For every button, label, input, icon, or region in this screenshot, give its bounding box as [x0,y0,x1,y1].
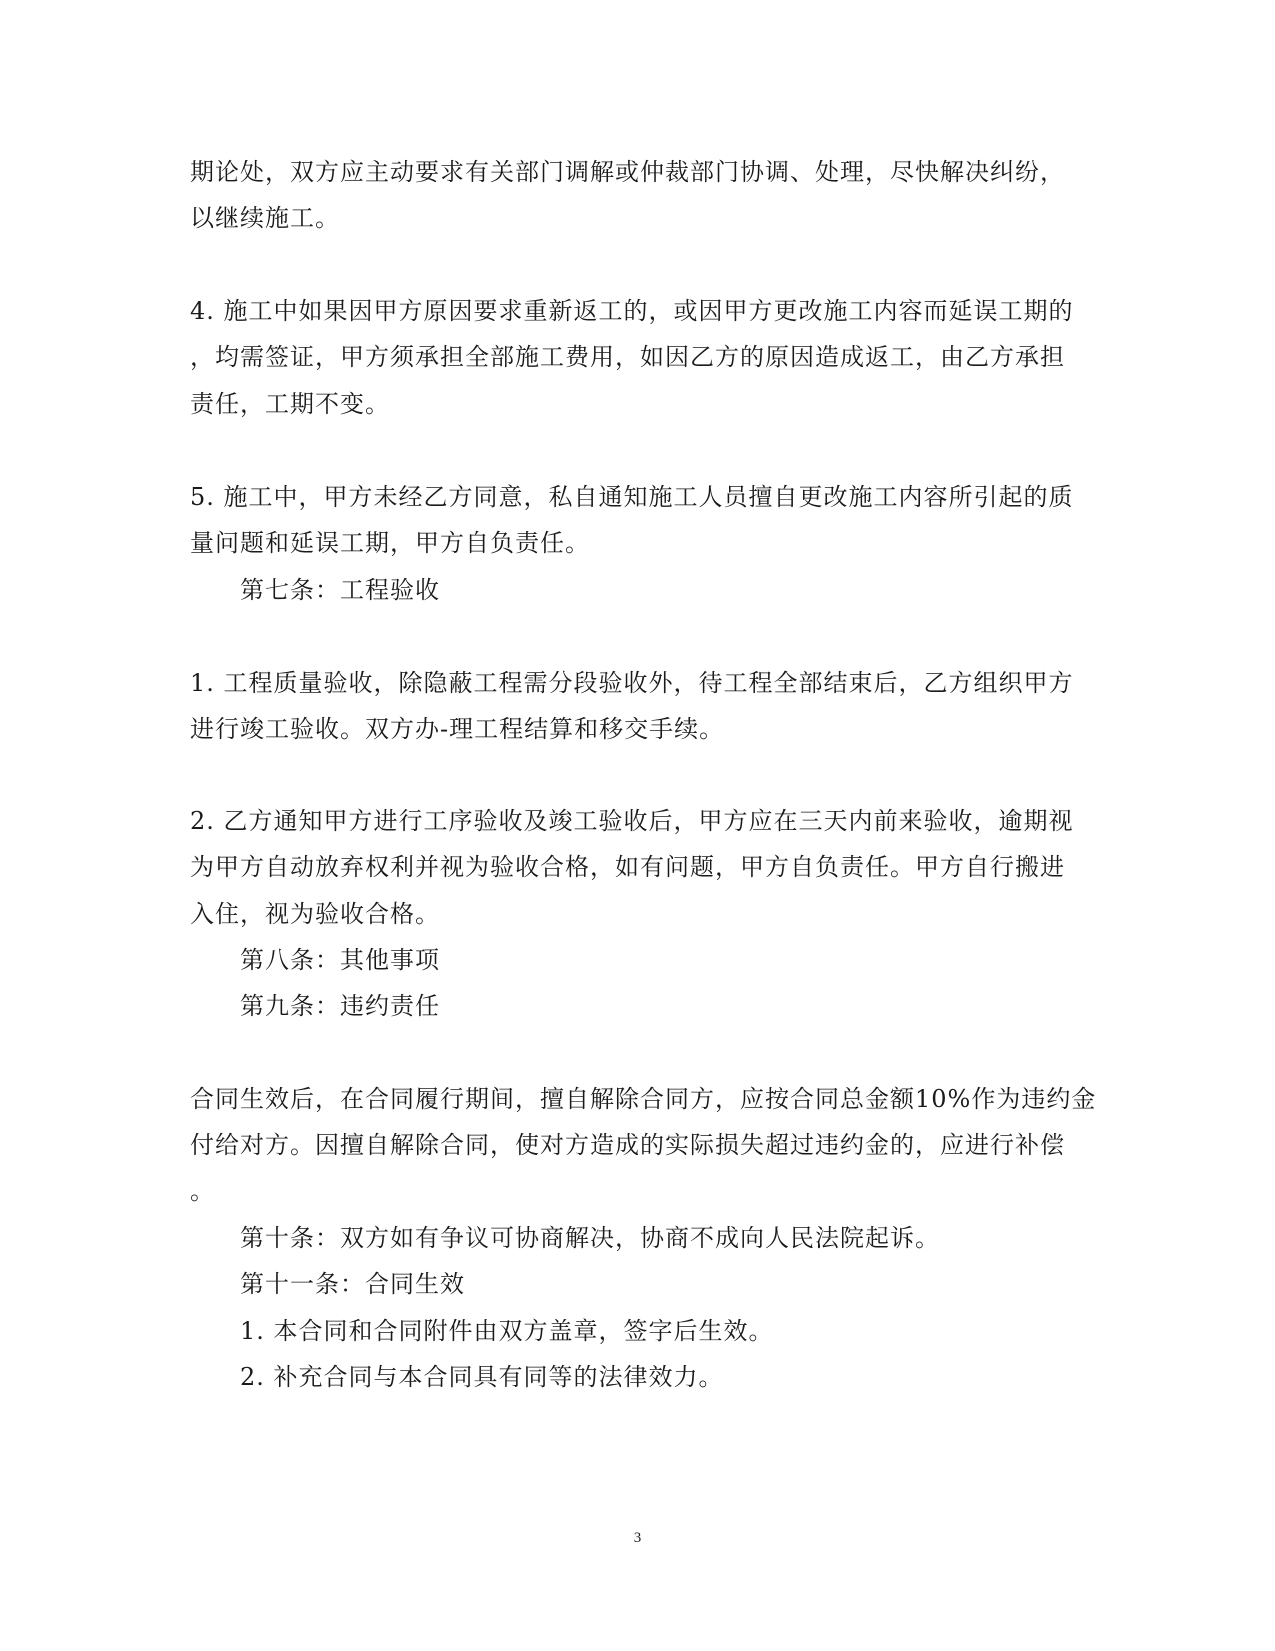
paragraph-line: 。 [190,1177,215,1205]
section-heading: 第七条：工程验收 [240,576,440,604]
paragraph-line: ，均需签证，甲方须承担全部施工费用，如因乙方的原因造成返工，由乙方承担 [190,343,1065,371]
page-number: 3 [633,1530,642,1546]
section-heading: 第九条：违约责任 [240,992,440,1020]
paragraph-line: 入住，视为验收合格。 [190,900,440,928]
paragraph-line: 2. 乙方通知甲方进行工序验收及竣工验收后，甲方应在三天内前来验收，逾期视 [190,807,1074,835]
paragraph-line: 以继续施工。 [190,204,340,232]
paragraph-line: 5. 施工中，甲方未经乙方同意，私自通知施工人员擅自更改施工内容所引起的质 [190,483,1074,511]
paragraph-line: 合同生效后，在合同履行期间，擅自解除合同方，应按合同总金额10%作为违约金 [190,1085,1097,1113]
section-heading: 第十条：双方如有争议可协商解决，协商不成向人民法院起诉。 [240,1224,940,1252]
section-heading: 第十一条：合同生效 [240,1270,465,1298]
paragraph-line: 付给对方。因擅自解除合同，使对方造成的实际损失超过违约金的，应进行补偿 [190,1131,1065,1159]
list-item: 2. 补充合同与本合同具有同等的法律效力。 [240,1363,724,1391]
paragraph-line: 进行竣工验收。双方办-理工程结算和移交手续。 [190,715,725,743]
list-item: 1. 本合同和合同附件由双方盖章，签字后生效。 [240,1317,774,1345]
paragraph-line: 1. 工程质量验收，除隐蔽工程需分段验收外，待工程全部结束后，乙方组织甲方 [190,669,1074,697]
paragraph-line: 为甲方自动放弃权利并视为验收合格，如有问题，甲方自负责任。甲方自行搬进 [190,853,1065,881]
paragraph-line: 4. 施工中如果因甲方原因要求重新返工的，或因甲方更改施工内容而延误工期的 [190,297,1074,325]
paragraph-line: 期论处，双方应主动要求有关部门调解或仲裁部门协调、处理，尽快解决纠纷， [190,158,1065,186]
paragraph-line: 量问题和延误工期，甲方自负责任。 [190,529,590,557]
section-heading: 第八条：其他事项 [240,946,440,974]
paragraph-line: 责任，工期不变。 [190,390,390,418]
